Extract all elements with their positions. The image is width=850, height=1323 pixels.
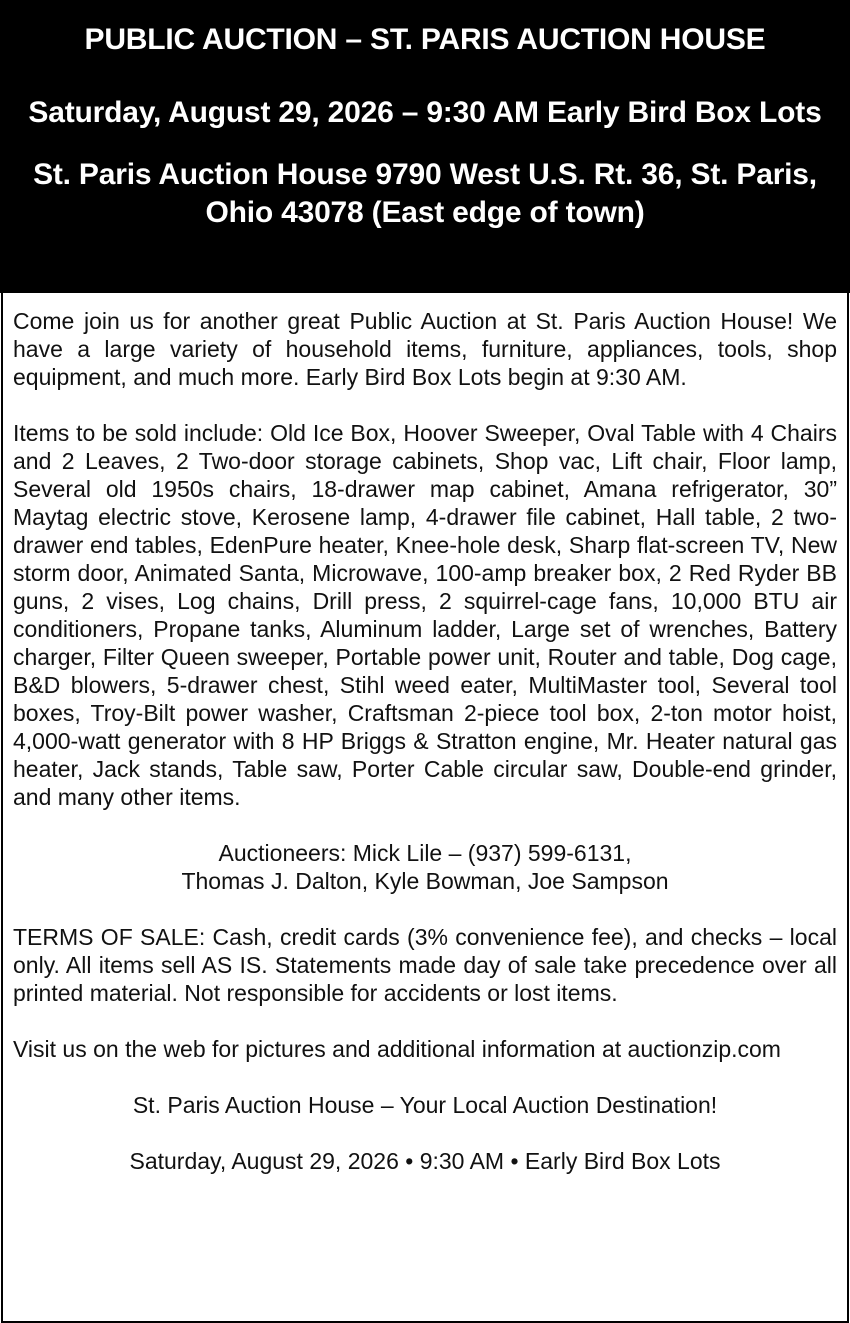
ad-title: PUBLIC AUCTION – ST. PARIS AUCTION HOUSE bbox=[84, 23, 766, 56]
date-headline: Saturday, August 29, 2026 – 9:30 AM Early Bird Box Lots bbox=[28, 96, 822, 129]
auctioneers-line-1: Auctioneers: Mick Lile – (937) 599-6131, bbox=[218, 840, 632, 866]
header-banner bbox=[0, 0, 850, 293]
location-headline: St. Paris Auction House 9790 West U.S. Rt. 36, St. Paris, Ohio 43078 (East edge of town) bbox=[33, 158, 817, 229]
auctioneers-line-2: Thomas J. Dalton, Kyle Bowman, Joe Sampson bbox=[181, 868, 669, 894]
tagline: St. Paris Auction House – Your Local Auction Destination! bbox=[132, 1092, 718, 1118]
ad-body bbox=[1, 293, 849, 1323]
auctioneers-block bbox=[13, 839, 837, 895]
intro-paragraph: Come join us for another great Public Auction at St. Paris Auction House! We have a large variety of household items, furniture, appliances, tools, shop equipment, and much more. Early Bird Box Lots begin at 9:30 AM. bbox=[13, 308, 837, 390]
footer-date: Saturday, August 29, 2026 • 9:30 AM • Early Bird Box Lots bbox=[129, 1148, 721, 1174]
items-paragraph: Items to be sold include: Old Ice Box, Hoover Sweeper, Oval Table with 4 Chairs and 2 Leaves, 2 Two-door storage cabinets, Shop vac, Lift chair, Floor lamp, Several old 1950s chairs, 18-drawer map cabinet, Amana refrigerator, 30” Maytag electric stove, Kerosene lamp, 4-drawer file cabinet, Hall table, 2 two-drawer end tables, EdenPure heater, Knee-hole desk, Sharp flat-screen TV, New storm door, Animated Santa, Microwave, 100-amp breaker box, 2 Red Ryder BB guns, 2 vises, Log chains, Drill press, 2 squirrel-cage fans, 10,000 BTU air conditioners, Propane tanks, Aluminum ladder, Large set of wrenches, Battery charger, Filter Queen sweeper, Portable power unit, Router and table, Dog cage, B&D blowers, 5-drawer chest, Stihl weed eater, MultiMaster tool, Several tool boxes, Troy-Bilt power washer, Craftsman 2-piece tool box, 2-ton motor hoist, 4,000-watt generator with 8 HP Briggs & Stratton engine, Mr. Heater natural gas heater, Jack stands, Table saw, Porter Cable circular saw, Double-end grinder, and many other items. bbox=[13, 420, 837, 810]
terms-paragraph: TERMS OF SALE: Cash, credit cards (3% convenience fee), and checks – local only. All items sell AS IS. Statements made day of sale take precedence over all printed material. Not responsible for accidents or lost items. bbox=[13, 924, 837, 1006]
web-paragraph: Visit us on the web for pictures and additional information at auctionzip.com bbox=[13, 1036, 781, 1062]
